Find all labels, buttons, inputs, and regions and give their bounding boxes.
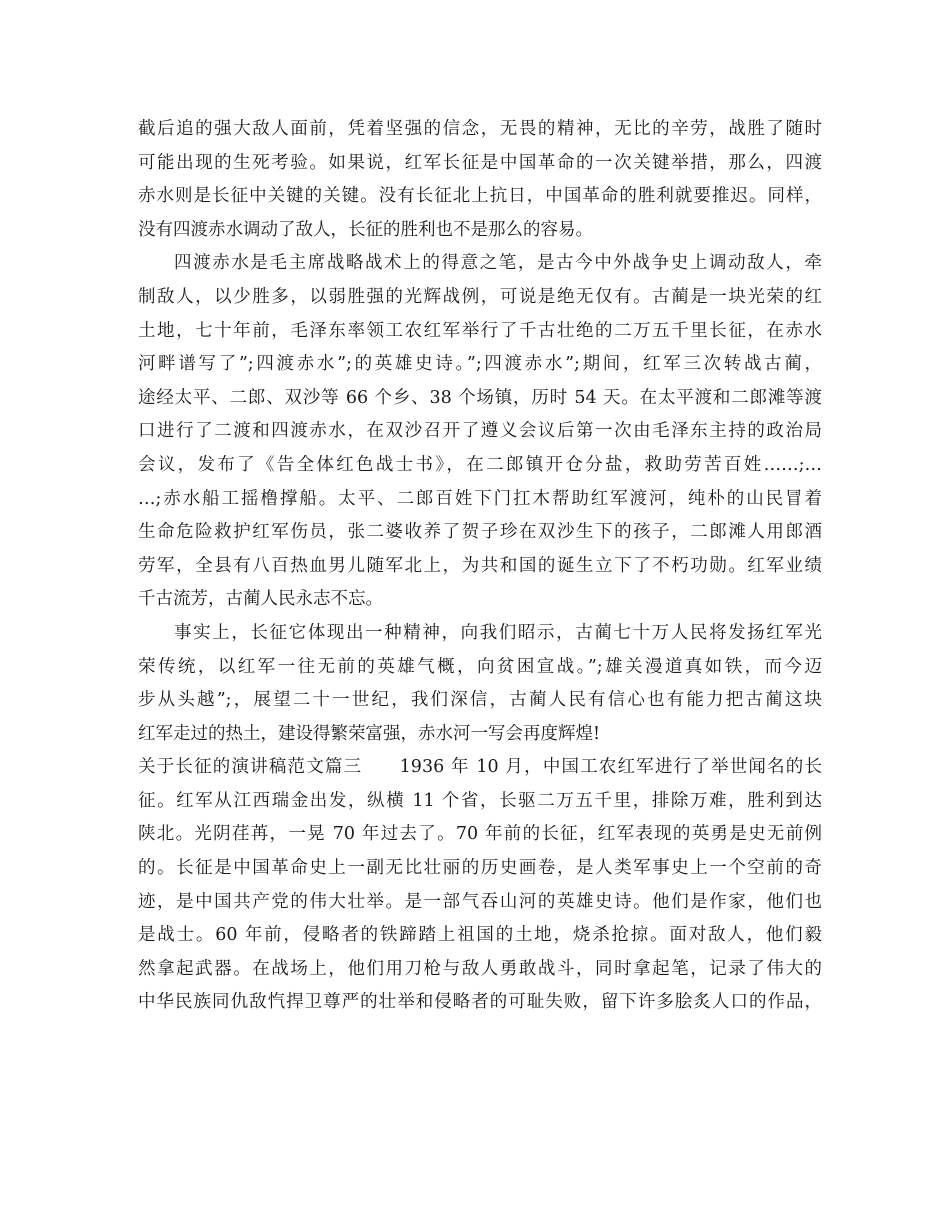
section-heading-line-20: 关于长征的演讲稿范文篇三 1936 年 10 月，中国工农红军进行了举世闻名的长 [138,757,822,778]
text-line-4: 没有四渡赤水调动了敌人，长征的胜利也不是那么的容易。 [138,219,593,240]
text-line-17: 荣传统，以红军一往无前的英雄气概，向贫困宣战。”;雄关漫道真如铁，而今迈 [138,656,822,677]
text-line-18: 步从头越”;，展望二十一世纪，我们深信，古蔺人民有信心也有能力把古蔺这块 [138,690,822,711]
text-line-21: 征。红军从江西瑞金出发，纵横 11 个省，长驱二万五千里，排除万难，胜利到达 [138,790,822,811]
text-line-15: 千古流芳，古蔺人民永志不忘。 [138,589,383,610]
text-line-6: 制敌人，以少胜多，以弱胜强的光辉战例，可说是绝无仅有。古蔺是一块光荣的红 [138,286,822,307]
text-line-22: 陕北。光阴荏苒，一晃 70 年过去了。70 年前的长征，红军表现的英勇是史无前例 [138,824,822,845]
text-line-19: 红军走过的热土，建设得繁荣富强，赤水河一写会再度辉煌! [138,723,601,744]
text-line-1: 截后追的强大敌人面前，凭着坚强的信念，无畏的精神，无比的辛劳，战胜了随时 [138,119,822,139]
text-line-27: 中华民族同仇敌忾捍卫尊严的壮举和侵略者的可耻失败，留下许多脍炙人口的作品， [138,992,822,1013]
text-line-11: 会议，发布了《告全体红色战士书》，在二郎镇开仓分盐，救助劳苦百姓……;… [138,454,822,475]
text-line-3: 赤水则是长征中关键的关键。没有长征北上抗日，中国革命的胜利就要推迟。同样， [138,186,822,207]
text-line-12: …;赤水船工摇橹撑船。太平、二郎百姓下门扛木帮助红军渡河，纯朴的山民冒着 [138,488,822,509]
text-line-26: 然拿起武器。在战场上，他们用刀枪与敌人勇敢战斗，同时拿起笔，记录了伟大的 [138,958,822,979]
text-line-9: 途经太平、二郎、双沙等 66 个乡、38 个场镇，历时 54 天。在太平渡和二郎滩等渡 [138,387,822,408]
paragraph-start-line-5: 四渡赤水是毛主席战略战术上的得意之笔，是古今中外战争史上调动敌人，牵 [174,253,822,274]
text-line-23: 的。长征是中国革命史上一副无比壮丽的历史画卷，是人类军事史上一个空前的奇 [138,858,822,879]
paragraph-start-line-16: 事实上，长征它体现出一种精神，向我们昭示，古蔺七十万人民将发扬红军光 [174,622,822,643]
text-line-14: 劳军，全县有八百热血男儿随军北上，为共和国的诞生立下了不朽功勋。红军业绩 [138,555,822,576]
text-line-10: 口进行了二渡和四渡赤水，在双沙召开了遵义会议后第一次由毛泽东主持的政治局 [138,421,822,442]
text-line-25: 是战士。60 年前，侵略者的铁蹄踏上祖国的土地，烧杀抢掠。面对敌人，他们毅 [138,925,822,946]
text-line-24: 迹，是中国共产党的伟大壮举。是一部气吞山河的英雄史诗。他们是作家，他们也 [138,891,822,912]
document-body [138,113,822,1020]
text-line-13: 生命危险救护红军伤员，张二婆收养了贺子珍在双沙生下的孩子，二郎滩人用郎酒 [138,522,822,543]
text-line-2: 可能出现的生死考验。如果说，红军长征是中国革命的一次关键举措，那么，四渡 [138,152,822,173]
text-line-7: 土地，七十年前，毛泽东率领工农红军举行了千古壮绝的二万五千里长征，在赤水 [138,320,822,341]
text-line-8: 河畔谱写了”;四渡赤水”;的英雄史诗。”;四渡赤水”;期间，红军三次转战古蔺， [138,354,822,375]
